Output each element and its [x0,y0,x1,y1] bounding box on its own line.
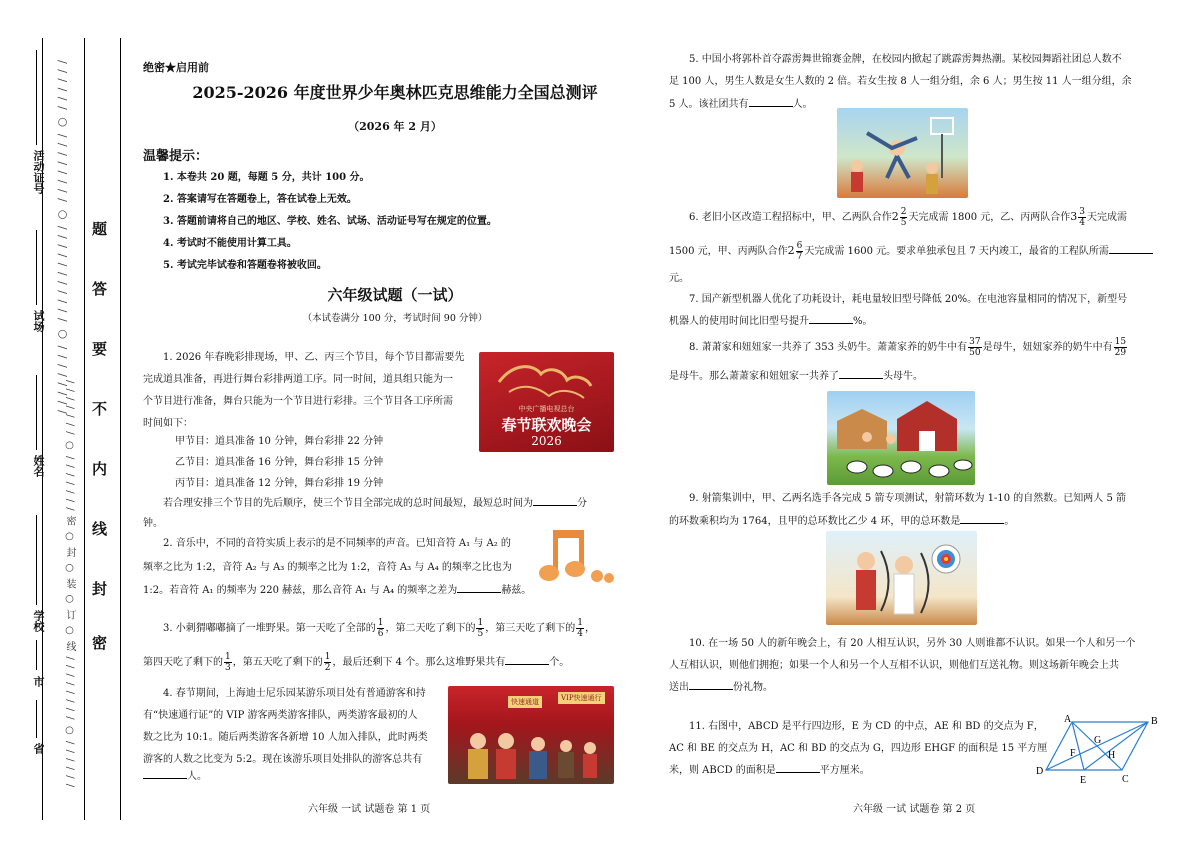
seal-char-2: 答 [92,280,108,298]
q8-line1: 8. 萧萧家和妞妞家一共养了 353 头奶牛。萧萧家养的奶牛中有 $\frac{37}{50}$ 是母牛，妞妞家养的奶牛中有 $\frac{15}{29}$ [689,337,1127,358]
q3-line2: 第四天吃了剩下的 $\frac{1}{3}$ ，第五天吃了剩下的 $\frac{1}{2}$ ，最后还剩下 4 个。那么这堆野果共有 个。 [143,652,570,673]
answer-blank[interactable] [749,96,793,107]
q1-tail2: 钟。 [143,518,163,529]
fraction: $\frac{15}{29}$ [1114,337,1127,358]
section-title: 六年级试题（一试） [327,286,463,304]
q4-line: 有“快速通行证”的 VIP 游客两类游客排队，两类游客最初的人 [143,710,418,721]
tip-item: 5. 考试完毕试卷和答题卷将被收回。 [163,260,327,271]
tips-heading: 温馨提示： [143,149,209,164]
field-city[interactable] [36,640,37,670]
seal-char-5: 内 [92,460,108,478]
q1-line: 个节目进行准备，舞台只能为一个节目进行彩排。三个节目各工序所需 [143,396,453,407]
gala-title-text: 春节联欢晚会 [501,416,592,434]
fraction: $\frac{3}{4}$ [1079,207,1086,228]
point-label: A [1064,714,1072,725]
answer-blank[interactable] [457,582,501,593]
tip-item: 1. 本卷共 20 题，每题 5 分，共计 100 分。 [163,172,370,183]
fraction: $\frac{1}{5}$ [477,618,484,639]
music-note-icon [535,526,615,586]
breakdance-image [837,108,968,198]
q10-line3: 送出 份礼物。 [669,677,773,699]
exam-title: 2025-2026 年度世界少年奥林匹克思维能力全国总测评 [192,83,598,102]
q1-item: 丙节目：道具准备 12 分钟，舞台彩排 19 分钟 [175,478,384,489]
q6-line2: 1500 元，甲、丙两队合作2 $\frac{6}{7}$ 天完成需 1600 元。要求单独承包且 7 天内竣工，最省的工程队所需 [669,240,1153,263]
parallelogram-diagram [1030,710,1165,785]
seal-char-8: 密 [92,634,108,652]
binding-margin [0,0,125,848]
q9-line2: 的环数乘积均为 1764，且甲的总环数比乙少 4 环，甲的总环数是 。 [669,511,1014,533]
dash-text-left: / / / / / / ○ / / / / / / / / ○ / / / / / / / / / / / ○ / / / / / / / / [56,60,69,415]
page-footer-left: 六年级 一试 试题卷 第 1 页 [308,804,431,815]
dancers-illustration [837,108,968,198]
fraction: $\frac{1}{4}$ [577,618,583,639]
point-label: E [1080,775,1087,785]
seal-char-1: 题 [92,220,108,238]
seal-line-text: / / / / / / / ○ / / / / / / / 密 ○ 封 ○ 装 ○ 订 ○ 线 / / / / / / / / ○ / / / / / / [64,380,75,789]
q1-line: 时间如下： [143,418,193,429]
q7-line2: 机器人的使用时间比旧型号提升 %。 [669,311,873,333]
queue-sign-1: 快速通道 [508,696,542,708]
label-city: 市 [32,676,45,687]
exam-date: （2026 年 2 月） [348,120,442,133]
label-room: 试场 [32,310,45,332]
seal-char-6: 线 [92,520,108,538]
answer-blank[interactable] [839,368,883,379]
answer-blank[interactable] [533,495,577,506]
farm-illustration [827,391,975,485]
dairy-farm-image [827,391,975,485]
field-province[interactable] [36,700,37,738]
seal-char-4: 不 [92,400,108,418]
q5-line: 足 100 人，男生人数是女生人数的 2 倍。若女生按 8 人一组分组，余 6 人；男生按 11 人一组分组，余 [669,76,1132,87]
field-activity-id[interactable] [36,50,37,145]
q8-line2: 是母牛。那么萧萧家和妞妞家一共养了 头母牛。 [669,366,923,388]
q10-line: 10. 在一场 50 人的新年晚会上，有 20 人相互认识，另外 30 人则谁都不认识。如果一个人和另一个 [689,638,1136,649]
fraction: $\frac{2}{5}$ [900,207,907,228]
point-label: G [1094,735,1102,746]
gala-org-text: 中央广播电视总台 [518,405,575,413]
answer-blank[interactable] [1109,243,1153,254]
q6-tail: 元。 [669,273,689,284]
q1-item: 乙节目：道具准备 16 分钟，舞台彩排 15 分钟 [175,457,384,468]
q9-line1: 9. 射箭集训中，甲、乙两名选手各完成 5 箭专项测试，射箭环数为 1-10 的自然数。已知两人 5 箭 [689,493,1126,504]
answer-blank[interactable] [960,513,1004,524]
tip-item: 2. 答案请写在答题卷上，答在试卷上无效。 [163,194,357,205]
point-label: F [1070,748,1076,759]
point-label: B [1151,716,1158,727]
q11-line: 11. 右图中，ABCD 是平行四边形，E 为 CD 的中点，AE 和 BD 的交点为 F， [689,721,1044,732]
fraction: $\frac{1}{3}$ [225,652,231,673]
field-school[interactable] [36,515,37,605]
field-room[interactable] [36,230,37,305]
q4-tail: 人。 [143,766,207,788]
section-subtitle: （本试卷满分 100 分，考试时间 90 分钟） [302,313,488,324]
label-name: 姓名 [32,455,45,477]
binding-line-inner [84,38,85,820]
label-province: 省 [32,743,45,754]
disney-queue-image [448,686,614,784]
music-note-image [535,526,615,586]
q11-line3: 米，则 ABCD 的面积是 平方厘米。 [669,760,870,782]
point-label: C [1122,774,1129,785]
q6-line1: 6. 老旧小区改造工程招标中，甲、乙两队合作2 $\frac{2}{5}$ 天完成需 1800 元，乙、丙两队合作3 $\frac{3}{4}$ 天完成需 [689,207,1128,228]
spring-gala-image [479,352,614,452]
fraction: $\frac{6}{7}$ [796,241,803,262]
q11-line: AC 和 BE 的交点为 H，AC 和 BD 的交点为 G，四边形 EHGF 的面积是 15 平方厘 [669,743,1048,754]
q1-tail: 若合理安排三个节目的先后顺序，使三个节目全部完成的总时间最短，最短总时间为 分 [163,493,587,515]
tip-item: 4. 考试时不能使用计算工具。 [163,238,297,249]
answer-blank[interactable] [809,313,853,324]
q4-line: 4. 春节期间，上海迪士尼乐园某游乐项目处有普通游客和持 [163,688,426,699]
q4-line: 数之比为 10:1。随后两类游客各新增 10 人加入排队，此时两类 [143,732,428,743]
q2-line: 频率之比为 1:2，音符 A₂ 与 A₃ 的频率之比为 1:2，音符 A₃ 与 A₄ 的频率之比也为 [143,562,512,573]
q10-line: 人互相认识，则他们拥抱；如果一个人和另一个人互相不认识，则他们互送礼物。则这场新年晚会上共 [669,660,1119,671]
label-activity-id: 活动证号 [32,150,45,194]
secret-mark: 绝密★启用前 [143,61,209,74]
archers-illustration [826,531,977,625]
answer-blank[interactable] [689,679,733,690]
tip-item: 3. 答题前请将自己的地区、学校、姓名、试场、活动证号写在规定的位置。 [163,216,497,227]
answer-blank[interactable] [505,654,549,665]
point-label: H [1108,750,1116,761]
q4-line: 游客的人数之比变为 5:2。现在该游乐项目处排队的游客总共有 [143,754,423,765]
q5-line: 5. 中国小将郭朴首夺霹雳舞世锦赛金牌，在校园内掀起了跳霹雳舞热潮。某校园舞蹈社团总人数不 [689,54,1122,65]
queue-sign-2: VIP快速通行 [558,692,605,704]
q2-line: 2. 音乐中，不同的音符实质上表示的是不同频率的声音。已知音符 A₁ 与 A₂ 的 [163,538,511,549]
answer-blank[interactable] [776,762,820,773]
fraction: $\frac{37}{50}$ [969,337,981,358]
gala-year-text: 2026 [531,434,562,448]
q7-line1: 7. 国产新型机器人优化了功耗设计，耗电量较旧型号降低 20%。在电池容量相同的情况下，新型号 [689,294,1128,305]
field-name[interactable] [36,375,37,450]
answer-blank[interactable] [143,768,187,779]
q5-line3: 5 人。该社团共有 人。 [669,94,813,116]
q1-item: 甲节目：道具准备 10 分钟，舞台彩排 22 分钟 [175,436,384,447]
q1-line: 完成道具准备，再进行舞台彩排两道工序。同一时间，道具组只能为一 [143,374,453,385]
fraction: $\frac{1}{6}$ [377,618,384,639]
point-label: D [1036,766,1044,777]
q3-line1: 3. 小刺猬嘟嘟摘了一堆野果。第一天吃了全部的 $\frac{1}{6}$ ，第二天吃了剩下的 $\frac{1}{5}$ ，第三天吃了剩下的 $\frac{1}{4}$ ， [163,618,595,639]
page-footer-right: 六年级 一试 试题卷 第 2 页 [853,804,976,815]
archery-image [826,531,977,625]
binding-line-seal [120,38,121,820]
seal-char-7: 封 [92,580,108,598]
seal-char-3: 要 [92,340,108,358]
q2-line3: 1:2。若音符 A₁ 的频率为 220 赫兹，那么音符 A₁ 与 A₄ 的频率之差为 赫兹。 [143,580,531,602]
label-school: 学校 [32,610,45,632]
fraction: $\frac{1}{2}$ [324,652,331,673]
q1-line: 1. 2026 年春晚彩排现场，甲、乙、丙三个节目，每个节目都需要先 [163,352,465,363]
